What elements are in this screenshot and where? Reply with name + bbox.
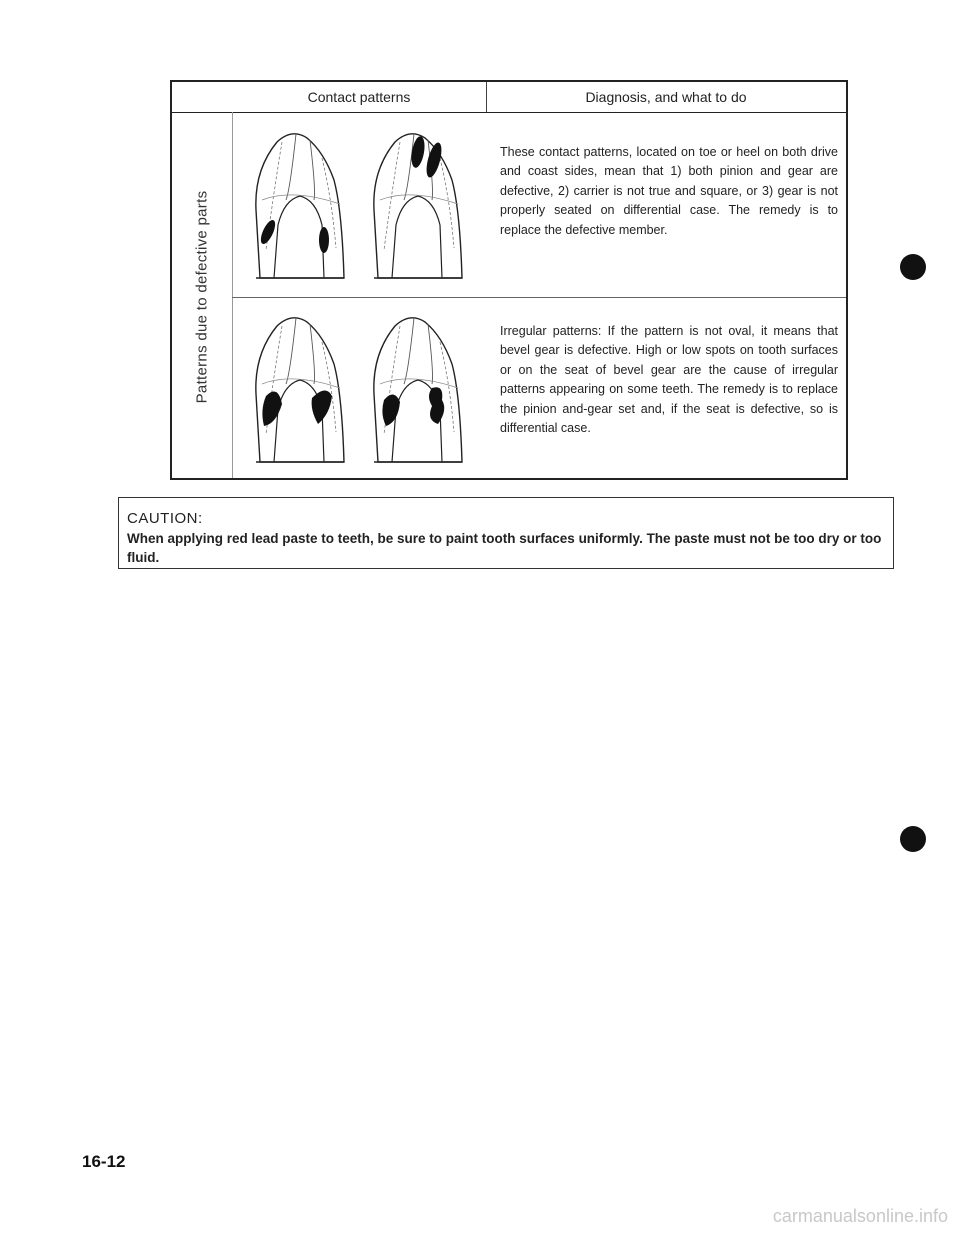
tooth-toe-heel-coast-icon (370, 130, 470, 282)
tooth-irregular-coast-icon (370, 314, 470, 466)
tooth-toe-heel-drive-icon (252, 130, 352, 282)
side-label-cell (172, 112, 233, 478)
tooth-irregular-drive-icon (252, 314, 352, 466)
row-2-description: Irregular patterns: If the pattern is not oval, it means that bevel gear is defective. High or low spots on tooth surfaces or on the seat of bevel gear are the cause of irregular patterns appearing on some teeth. The remedy is to replace the pinion and-gear set and, if the seat is defective, so is differential case. (500, 324, 838, 436)
row-1-description: These contact patterns, located on toe or heel on both drive and coast sides, mean that 1) both pinion and gear are defective, 2) carrier is not true and square, or 3) gear is not properly seated on differential case. The remedy is to replace the defective member. (500, 145, 838, 237)
row-divider (232, 297, 846, 298)
page-number: 16-12 (82, 1152, 126, 1171)
diagnosis-table (170, 80, 848, 480)
header-diagnosis: Diagnosis, and what to do (585, 89, 747, 105)
caution-title: CAUTION: (127, 510, 203, 527)
table-header (172, 82, 846, 113)
header-contact-patterns: Contact patterns (307, 89, 411, 105)
punch-hole-icon (900, 254, 926, 280)
caution-text: When applying red lead paste to teeth, be sure to paint tooth surfaces uniformly. The paste must not be too dry or too fluid. (127, 531, 882, 565)
caution-box (118, 497, 894, 569)
watermark: carmanualsonline.info (772, 1206, 948, 1226)
side-label: Patterns due to defective parts (193, 190, 211, 404)
punch-hole-icon (900, 826, 926, 852)
